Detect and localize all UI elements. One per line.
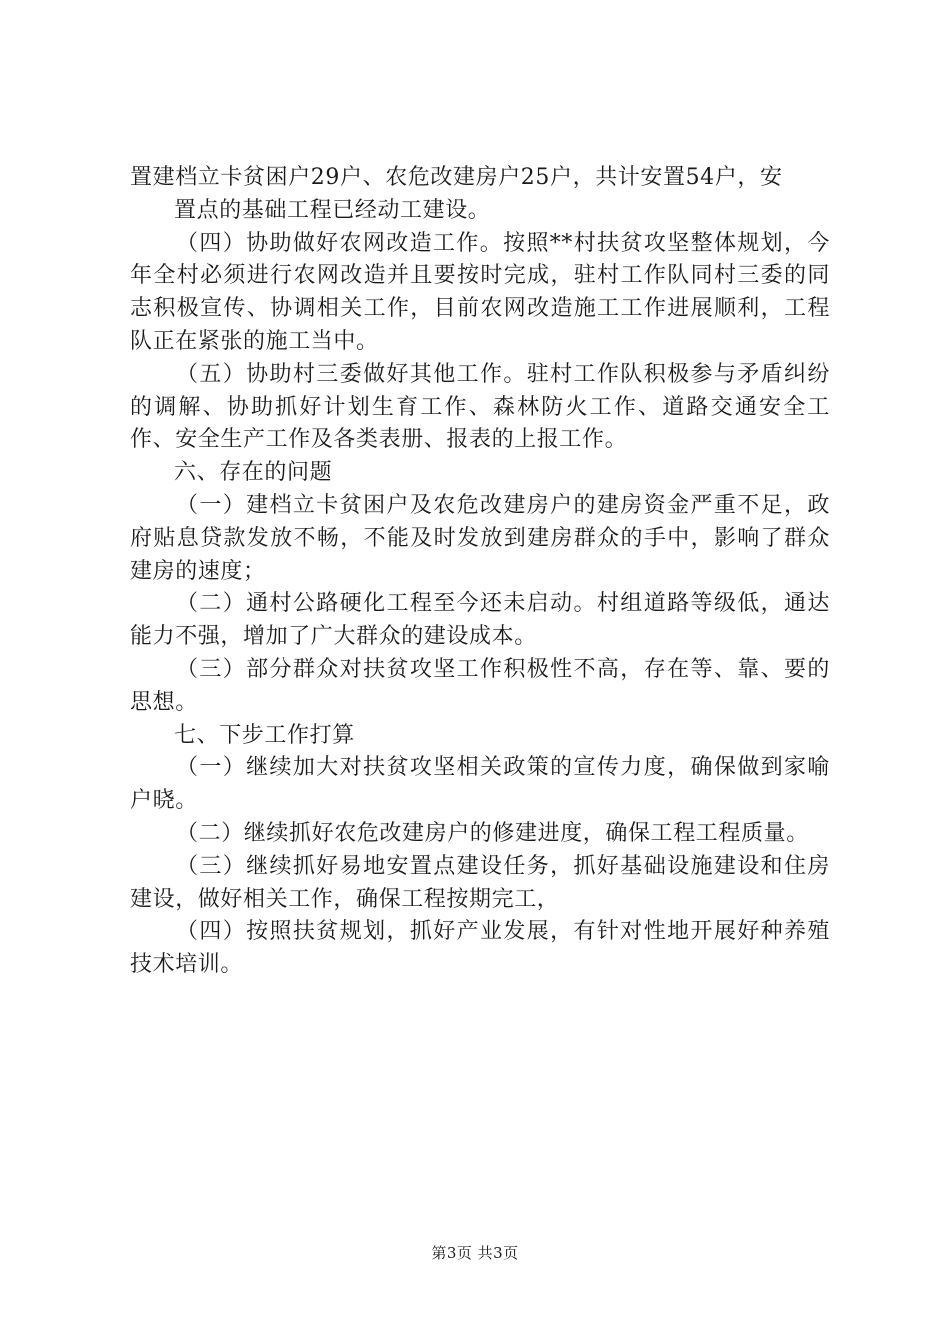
paragraph-plan-2: （二）继续抓好农危改建房户的修建进度，确保工程工程质量。 — [176, 820, 809, 846]
paragraph-problem-1: （一）建档立卡贫困户及农危改建房户的建房资金严重不足，政府贴息贷款发放不畅，不能及时发放到建房群众的手中，影响了群众建房的速度； — [130, 492, 830, 584]
page-number-footer: 第3页 共3页 — [431, 1244, 519, 1262]
paragraph-plan-4: （四）按照扶贫规划，抓好产业发展，有针对性地开展好种养殖技术培训。 — [130, 919, 830, 978]
paragraph-other-work: （五）协助村三委做好其他工作。驻村工作队积极参与矛盾纠纷的调解、协助抓好计划生育工作、森林防火工作、道路交通安全工作、安全生产工作及各类表册、报表的上报工作。 — [130, 361, 830, 453]
paragraph-plan-3: （三）继续抓好易地安置点建设任务，抓好基础设施建设和住房建设，做好相关工作，确保工程按期完工， — [130, 853, 830, 912]
paragraph-plan-1: （一）继续加大对扶贫攻坚相关政策的宣传力度，确保做到家喻户晓。 — [130, 755, 830, 814]
paragraph-continuation-1: 置建档立卡贫困户29户、农危改建房户25户，共计安置54户，安 — [130, 165, 783, 190]
paragraph-continuation-2: 置点的基础工程已经动工建设。 — [174, 197, 491, 223]
paragraph-grid-upgrade: （四）协助做好农网改造工作。按照**村扶贫攻坚整体规划，今年全村必须进行农网改造并且要按时完成，驻村工作队同村三委的同志积极宣传、协调相关工作，目前农网改造施工工作进展顺利，工程队正在紧张的施工当中。 — [130, 230, 830, 354]
paragraph-problem-3: （三）部分群众对扶贫攻坚工作积极性不高，存在等、靠、要的思想。 — [130, 656, 830, 715]
paragraph-problem-2: （二）通村公路硬化工程至今还未启动。村组道路等级低，通达能力不强，增加了广大群众的建设成本。 — [130, 591, 830, 650]
section-heading-problems: 六、存在的问题 — [174, 460, 333, 486]
section-heading-next-steps: 七、下步工作打算 — [174, 722, 355, 748]
document-body — [130, 162, 830, 982]
